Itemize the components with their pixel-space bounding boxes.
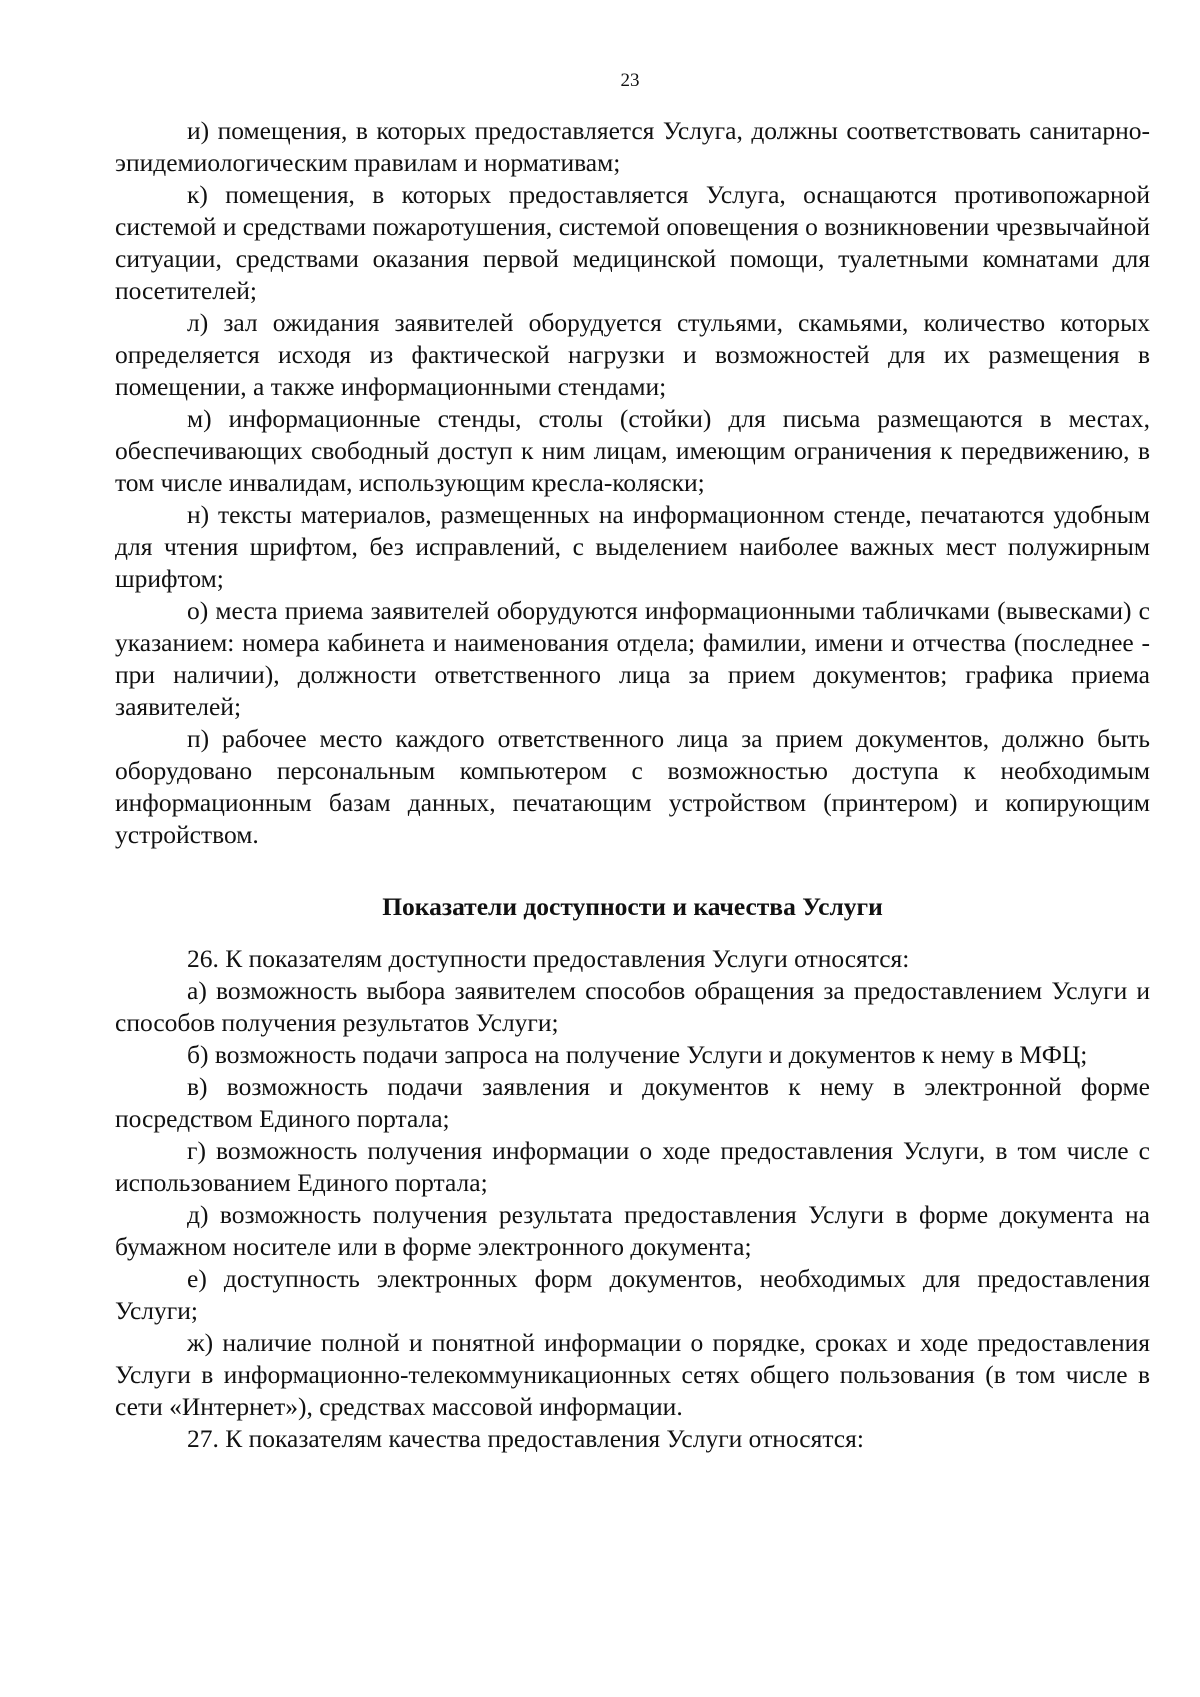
paragraph-item-i: и) помещения, в которых предоставляется Услуга, должны соответствовать санитарно-эпидемиологическим правилам и нормативам;	[115, 116, 1150, 177]
paragraph-item-a: а) возможность выбора заявителем способов обращения за предоставлением Услуги и способов получения результатов Услуги;	[115, 976, 1150, 1037]
section-heading: Показатели доступности и качества Услуги	[382, 892, 883, 921]
paragraph-item-l: л) зал ожидания заявителей оборудуется стульями, скамьями, количество которых определяется исходя из фактической нагрузки и возможностей для их размещения в помещении, а также информационными стендами;	[115, 308, 1150, 401]
paragraph-item-b: б) возможность подачи запроса на получение Услуги и документов к нему в МФЦ;	[187, 1040, 1088, 1069]
paragraph-item-m: м) информационные стенды, столы (стойки) для письма размещаются в местах, обеспечивающих свободный доступ к ним лицам, имеющим ограничения к передвижению, в том числе инвалидам, использующим кресла-коляски;	[115, 404, 1150, 497]
paragraph-item-d: д) возможность получения результата предоставления Услуги в форме документа на бумажном носителе или в форме электронного документа;	[115, 1200, 1150, 1261]
paragraph-item-g: г) возможность получения информации о ходе предоставления Услуги, в том числе с использованием Единого портала;	[115, 1136, 1150, 1197]
paragraph-item-p: п) рабочее место каждого ответственного лица за прием документов, должно быть оборудовано персональным компьютером с возможностью доступа к необходимым информационным базам данных, печатающим устройством (принтером) и копирующим устройством.	[115, 724, 1150, 849]
paragraph-item-26: 26. К показателям доступности предоставления Услуги относятся:	[187, 944, 910, 973]
document-body	[115, 115, 1150, 1455]
paragraph-item-zh: ж) наличие полной и понятной информации о порядке, сроках и ходе предоставления Услуги в информационно-телекоммуникационных сетях общего пользования (в том числе в сети «Интернет»), средствах массовой информации.	[115, 1328, 1150, 1421]
paragraph-item-27: 27. К показателям качества предоставления Услуги относятся:	[187, 1424, 864, 1453]
paragraph-item-e: е) доступность электронных форм документов, необходимых для предоставления Услуги;	[115, 1264, 1150, 1325]
paragraph-item-n: н) тексты материалов, размещенных на информационном стенде, печатаются удобным для чтения шрифтом, без исправлений, с выделением наиболее важных мест полужирным шрифтом;	[115, 500, 1150, 593]
paragraph-item-k: к) помещения, в которых предоставляется Услуга, оснащаются противопожарной системой и средствами пожаротушения, системой оповещения о возникновении чрезвычайной ситуации, средствами оказания первой медицинской помощи, туалетными комнатами для посетителей;	[115, 180, 1150, 305]
page-number: 23	[620, 70, 640, 91]
paragraph-item-o: о) места приема заявителей оборудуются информационными табличками (вывесками) с указанием: номера кабинета и наименования отдела; фамилии, имени и отчества (последнее - при наличии), должности ответственного лица за прием документов; графика приема заявителей;	[115, 596, 1150, 721]
paragraph-item-v: в) возможность подачи заявления и документов к нему в электронной форме посредством Единого портала;	[115, 1072, 1150, 1133]
